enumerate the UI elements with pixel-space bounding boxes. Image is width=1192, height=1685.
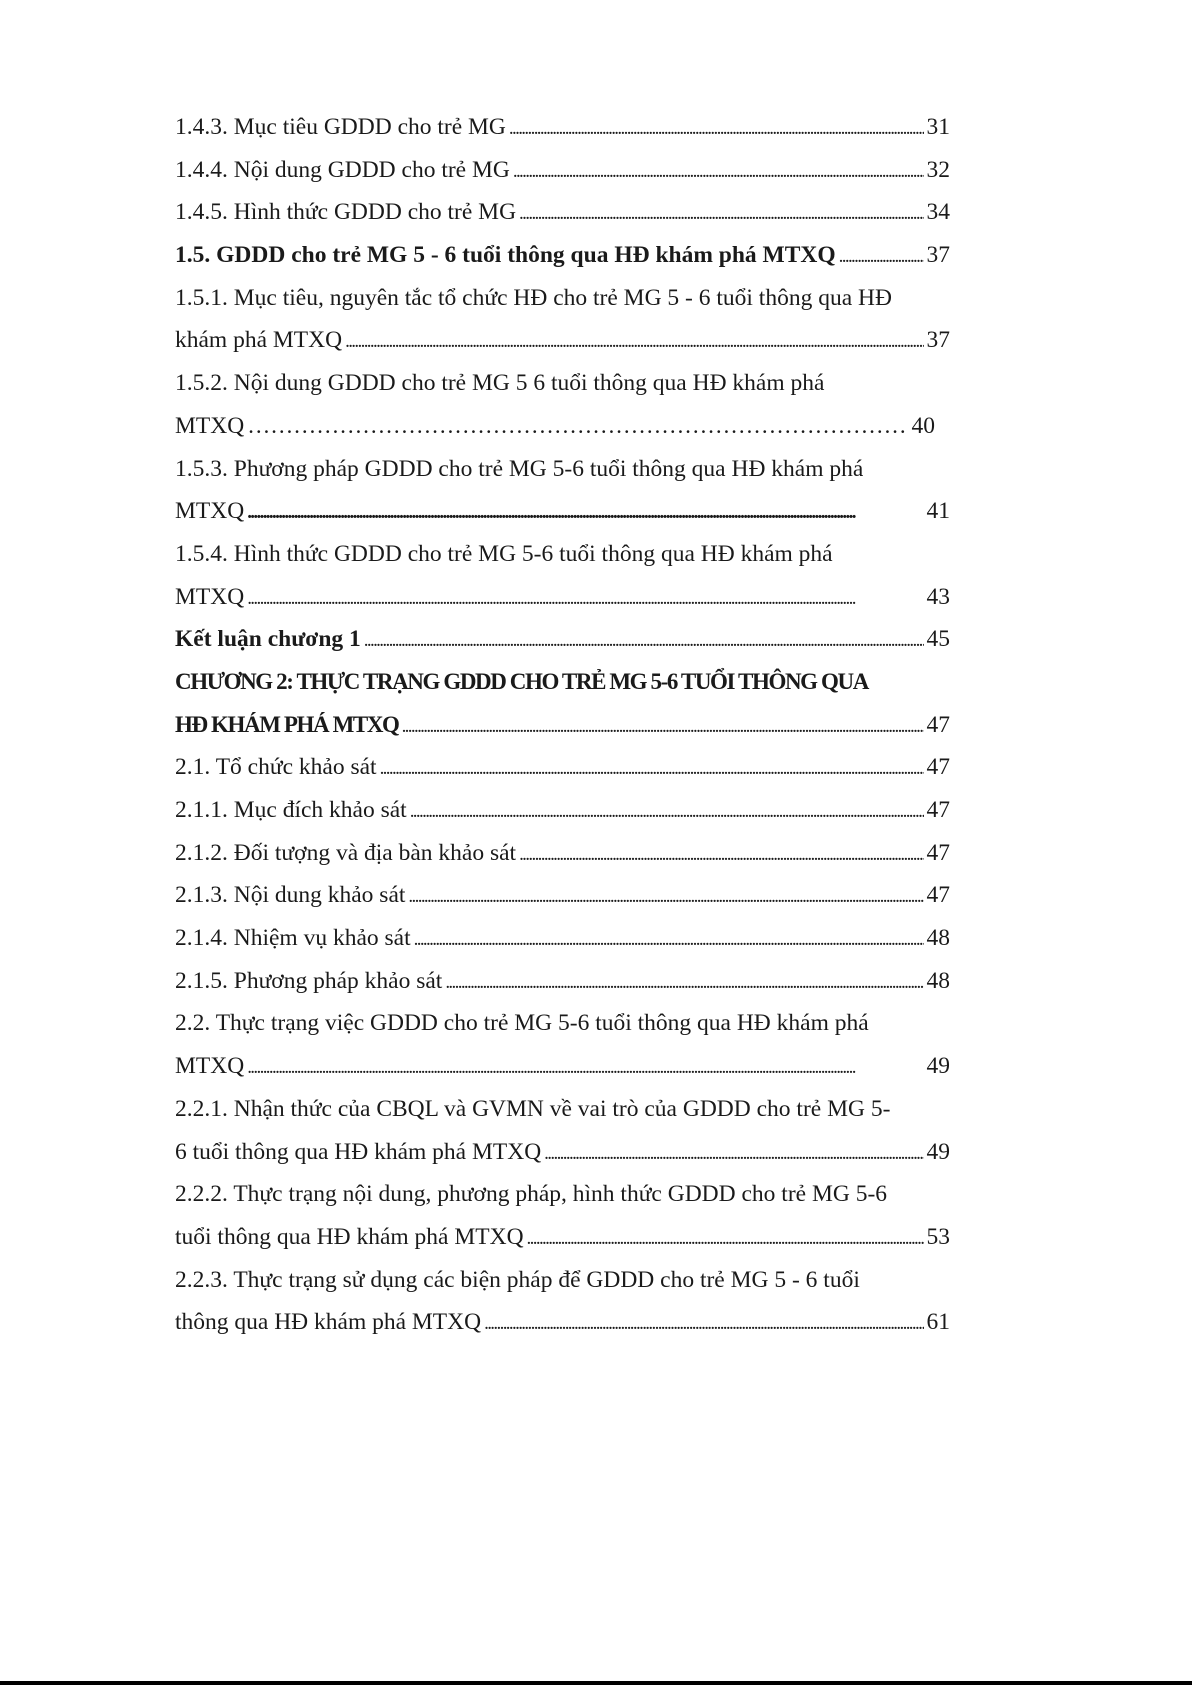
toc-dot-leader — [408, 882, 923, 909]
toc-entry-title: 1.4.4. Nội dung GDDD cho trẻ MG — [175, 156, 510, 183]
toc-entry-title: 1.4.3. Mục tiêu GDDD cho trẻ MG — [175, 114, 506, 140]
toc-dot-leader — [364, 626, 924, 653]
toc-dot-leader — [345, 327, 923, 354]
toc-page-number: 47 — [926, 711, 950, 738]
toc-entry-title: CHƯƠNG 2: THỰC TRẠNG GDDD CHO TRẺ MG 5-6 TUỔI THÔNG QUA — [175, 668, 868, 694]
toc-page-number: 48 — [926, 967, 950, 994]
toc-entry-title: 1.5. GDDD cho trẻ MG 5 - 6 tuổi thông qua HĐ khám phá MTXQ — [175, 242, 836, 269]
toc-page-number: 40 — [911, 412, 935, 439]
toc-entry-title: khám phá MTXQ — [175, 327, 343, 354]
toc-entry[interactable] — [175, 882, 950, 925]
toc-entry-title: 6 tuổi thông qua HĐ khám phá MTXQ — [175, 1138, 542, 1165]
toc-entry-continuation[interactable] — [175, 1224, 950, 1267]
toc-entry-title: tuổi thông qua HĐ khám phá MTXQ — [175, 1223, 524, 1250]
toc-entry[interactable] — [175, 968, 950, 1011]
toc-page-number: 53 — [926, 1223, 950, 1250]
toc-entry[interactable] — [175, 285, 950, 328]
toc-dot-leader — [410, 797, 924, 824]
toc-page-number: 32 — [926, 156, 950, 183]
toc-dot-leader — [513, 157, 924, 184]
toc-entry[interactable] — [175, 840, 950, 883]
toc-entry-continuation[interactable] — [175, 1053, 950, 1096]
toc-entry-title: HĐ KHÁM PHÁ MTXQ — [175, 711, 399, 737]
toc-entry-title: 1.5.3. Phương pháp GDDD cho trẻ MG 5-6 tuổi thông qua HĐ khám phá — [175, 455, 864, 482]
toc-entry[interactable] — [175, 797, 950, 840]
toc-entry[interactable] — [175, 1181, 950, 1224]
toc-entry-title: 2.1.4. Nhiệm vụ khảo sát — [175, 925, 411, 952]
toc-entry-title: MTXQ — [175, 1053, 245, 1080]
toc-entry-title: 2.1.1. Mục đích khảo sát — [175, 797, 407, 823]
toc-entry-continuation[interactable] — [175, 1309, 950, 1352]
toc-dot-leader — [414, 925, 924, 952]
toc-entry-title: 1.4.5. Hình thức GDDD cho trẻ MG — [175, 199, 517, 226]
toc-page-number: 31 — [926, 114, 950, 140]
toc-entry-continuation[interactable] — [175, 1139, 950, 1182]
toc-entry-title: 2.2. Thực trạng việc GDDD cho trẻ MG 5-6 tuổi thông qua HĐ khám phá — [175, 1010, 869, 1037]
toc-page-number: 47 — [926, 839, 950, 866]
toc-entry-continuation[interactable] — [175, 584, 950, 627]
toc-entry-title: 2.2.2. Thực trạng nội dung, phương pháp, hình thức GDDD cho trẻ MG 5-6 — [175, 1181, 888, 1208]
toc-entry-title: 2.2.1. Nhận thức của CBQL và GVMN về vai trò của GDDD cho trẻ MG 5- — [175, 1095, 891, 1122]
toc-section-heading[interactable] — [175, 242, 950, 285]
toc-dot-leader — [519, 199, 923, 226]
toc-page-number: 49 — [926, 1138, 950, 1165]
toc-dot-leader — [484, 1309, 923, 1336]
toc-entry[interactable] — [175, 1096, 950, 1139]
toc-section-heading[interactable] — [175, 626, 950, 669]
toc-dot-leader — [380, 754, 924, 781]
toc-page-number: 37 — [926, 242, 950, 269]
toc-chapter-heading[interactable] — [175, 669, 950, 712]
toc-page-number: 43 — [926, 583, 950, 610]
toc-chapter-heading-continuation[interactable] — [175, 712, 950, 755]
toc-entry-title: 1.5.4. Hình thức GDDD cho trẻ MG 5-6 tuổi thông qua HĐ khám phá — [175, 540, 833, 567]
toc-entry[interactable] — [175, 456, 950, 499]
toc-entry-continuation[interactable] — [175, 327, 950, 370]
toc-entry[interactable] — [175, 754, 950, 797]
toc-entry-title: MTXQ — [175, 583, 245, 610]
toc-entry[interactable] — [175, 541, 950, 584]
toc-entry-title: 2.1.5. Phương pháp khảo sát — [175, 967, 443, 994]
toc-entry[interactable] — [175, 1010, 950, 1053]
toc-entry-title: thông qua HĐ khám phá MTXQ — [175, 1309, 482, 1336]
toc-entry-title: 2.2.3. Thực trạng sử dụng các biện pháp để GDDD cho trẻ MG 5 - 6 tuổi — [175, 1266, 860, 1293]
toc-page-number: 47 — [926, 882, 950, 909]
toc-dot-leader — [247, 413, 908, 440]
toc-entry-title: 2.1.2. Đối tượng và địa bàn khảo sát — [175, 839, 517, 866]
toc-page-number: 48 — [926, 925, 950, 952]
toc-page-number: 47 — [926, 754, 950, 781]
toc-entry[interactable] — [175, 157, 950, 200]
toc-page-number: 37 — [926, 327, 950, 354]
toc-dot-leader — [544, 1139, 923, 1166]
toc-dot-leader — [519, 840, 923, 867]
page-bottom-border — [0, 1681, 1192, 1685]
toc-entry-title: MTXQ — [175, 498, 245, 525]
toc-dot-leader — [509, 114, 924, 141]
table-of-contents — [175, 114, 950, 1352]
toc-page-number: 41 — [926, 498, 950, 525]
toc-page-number: 61 — [926, 1309, 950, 1336]
toc-dot-leader — [247, 498, 923, 525]
toc-entry-title: MTXQ — [175, 412, 245, 439]
toc-dot-leader — [247, 1053, 923, 1080]
toc-entry[interactable] — [175, 925, 950, 968]
toc-entry[interactable] — [175, 370, 950, 413]
toc-entry-title: Kết luận chương 1 — [175, 626, 361, 653]
toc-page-number: 49 — [926, 1053, 950, 1080]
toc-entry-title: 1.5.1. Mục tiêu, nguyên tắc tổ chức HĐ cho trẻ MG 5 - 6 tuổi thông qua HĐ — [175, 284, 892, 311]
toc-entry-title: 2.1. Tổ chức khảo sát — [175, 754, 377, 781]
toc-dot-leader — [445, 968, 923, 995]
toc-entry[interactable] — [175, 199, 950, 242]
toc-page-number: 47 — [926, 797, 950, 823]
toc-entry[interactable] — [175, 114, 950, 157]
toc-entry-continuation[interactable] — [175, 413, 935, 456]
toc-dot-leader — [527, 1224, 924, 1251]
toc-dot-leader — [402, 712, 924, 738]
toc-entry-continuation[interactable] — [175, 498, 950, 541]
toc-dot-leader — [839, 242, 924, 269]
toc-page-number: 34 — [926, 199, 950, 226]
toc-dot-leader — [247, 584, 923, 611]
toc-page-number: 45 — [926, 626, 950, 653]
toc-entry-title: 2.1.3. Nội dung khảo sát — [175, 882, 406, 909]
toc-entry-title: 1.5.2. Nội dung GDDD cho trẻ MG 5 6 tuổi thông qua HĐ khám phá — [175, 370, 825, 397]
toc-entry[interactable] — [175, 1267, 950, 1310]
